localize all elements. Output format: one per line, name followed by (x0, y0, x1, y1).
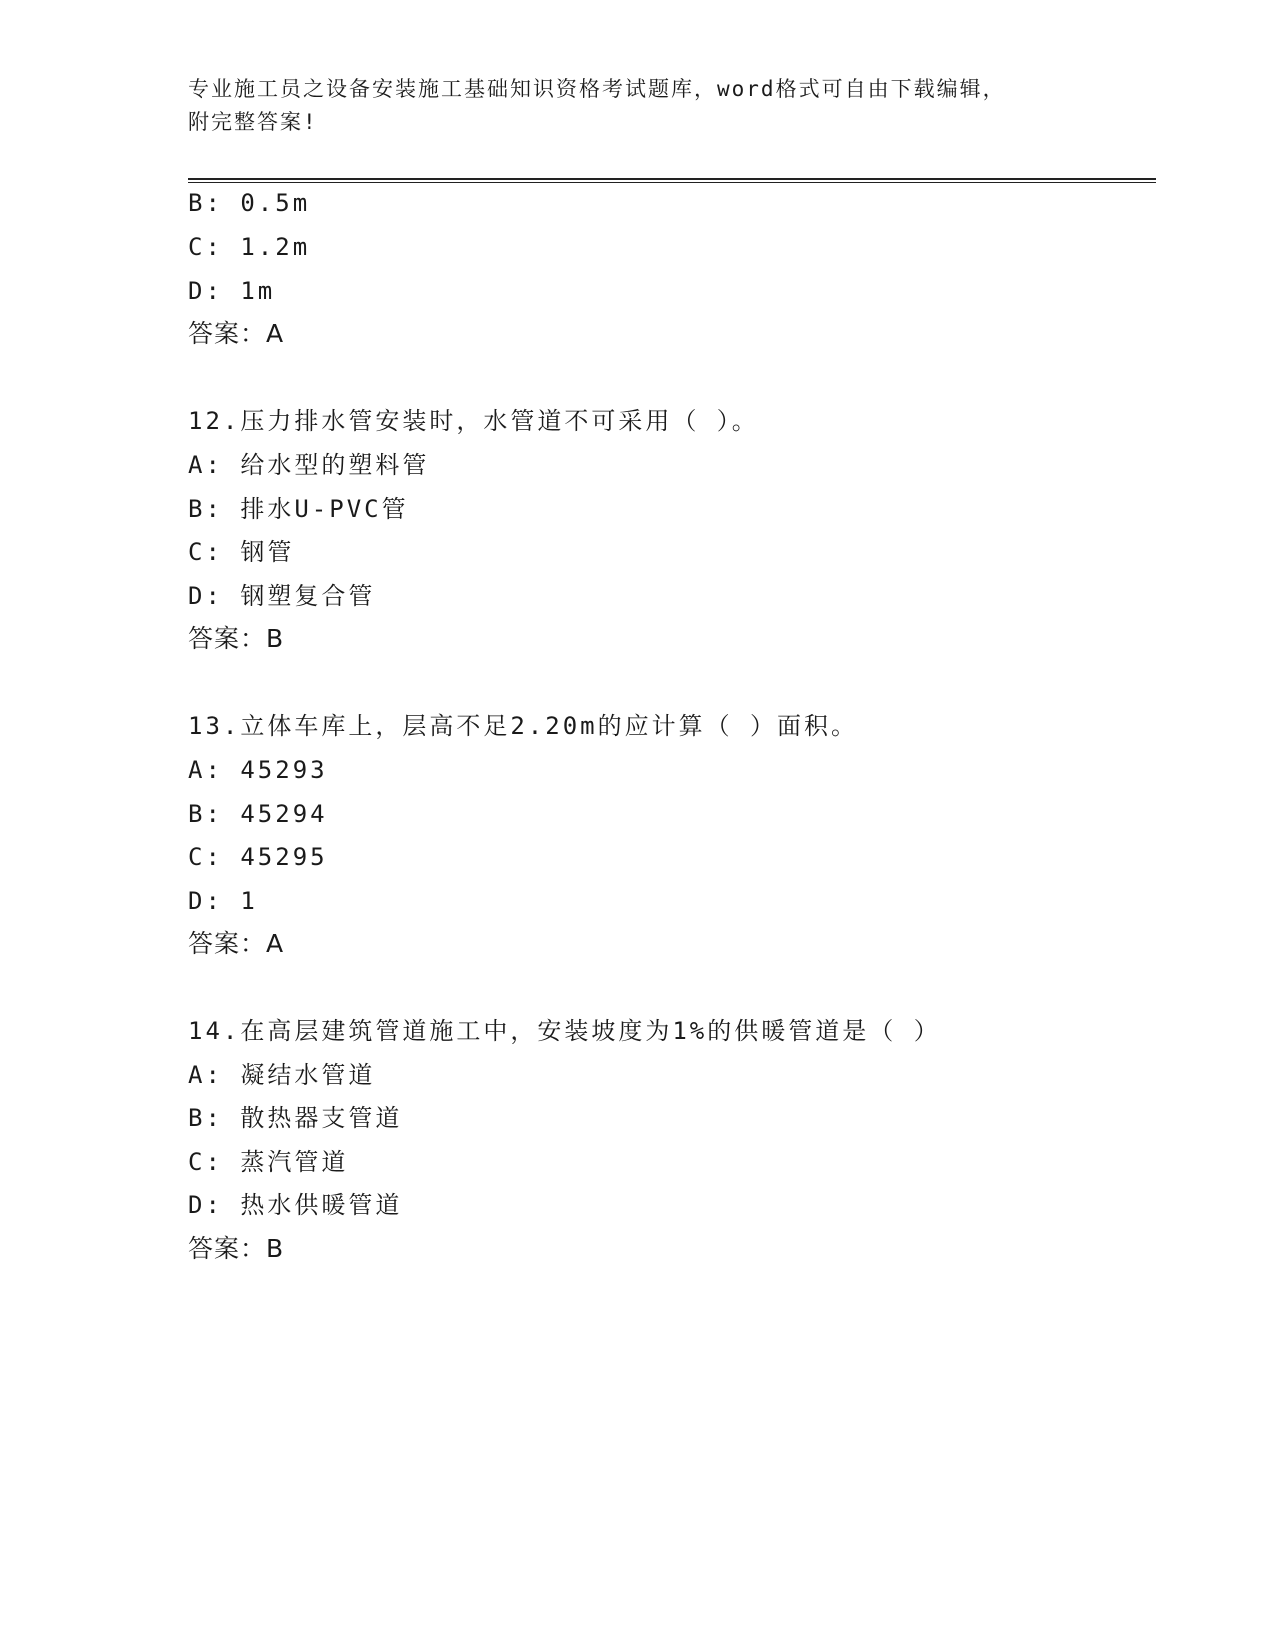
header-line-1: 专业施工员之设备安装施工基础知识资格考试题库，word格式可自由下载编辑， (188, 77, 1006, 101)
header-divider (188, 178, 1156, 183)
option-d: D: 1m (188, 277, 276, 305)
option-c: C: 1.2m (188, 233, 311, 261)
answer: 答案：A (188, 929, 285, 958)
option-a: A: 45293 (188, 756, 328, 784)
option-c: C: 45295 (188, 843, 328, 871)
option-b: B: 45294 (188, 800, 328, 828)
answer: 答案：A (188, 319, 285, 348)
option-c: C: 钢管 (188, 538, 295, 566)
question-stem: 14.在高层建筑管道施工中，安装坡度为1%的供暖管道是（ ） (188, 1017, 941, 1045)
answer: 答案：B (188, 624, 285, 653)
option-d: D: 钢塑复合管 (188, 582, 376, 610)
answer: 答案：B (188, 1234, 285, 1263)
question-stem: 12.压力排水管安装时，水管道不可采用（ ）。 (188, 407, 759, 435)
option-d: D: 热水供暖管道 (188, 1191, 403, 1219)
option-b: B: 散热器支管道 (188, 1104, 403, 1132)
option-a: A: 给水型的塑料管 (188, 451, 430, 479)
option-a: A: 凝结水管道 (188, 1061, 376, 1089)
option-b: B: 0.5m (188, 189, 311, 217)
option-d: D: 1 (188, 887, 258, 915)
option-c: C: 蒸汽管道 (188, 1148, 349, 1176)
header-line-2: 附完整答案! (188, 110, 318, 134)
option-b: B: 排水U-PVC管 (188, 495, 409, 523)
question-stem: 13.立体车库上，层高不足2.20m的应计算（ ）面积。 (188, 712, 859, 740)
document-header (188, 73, 1088, 139)
